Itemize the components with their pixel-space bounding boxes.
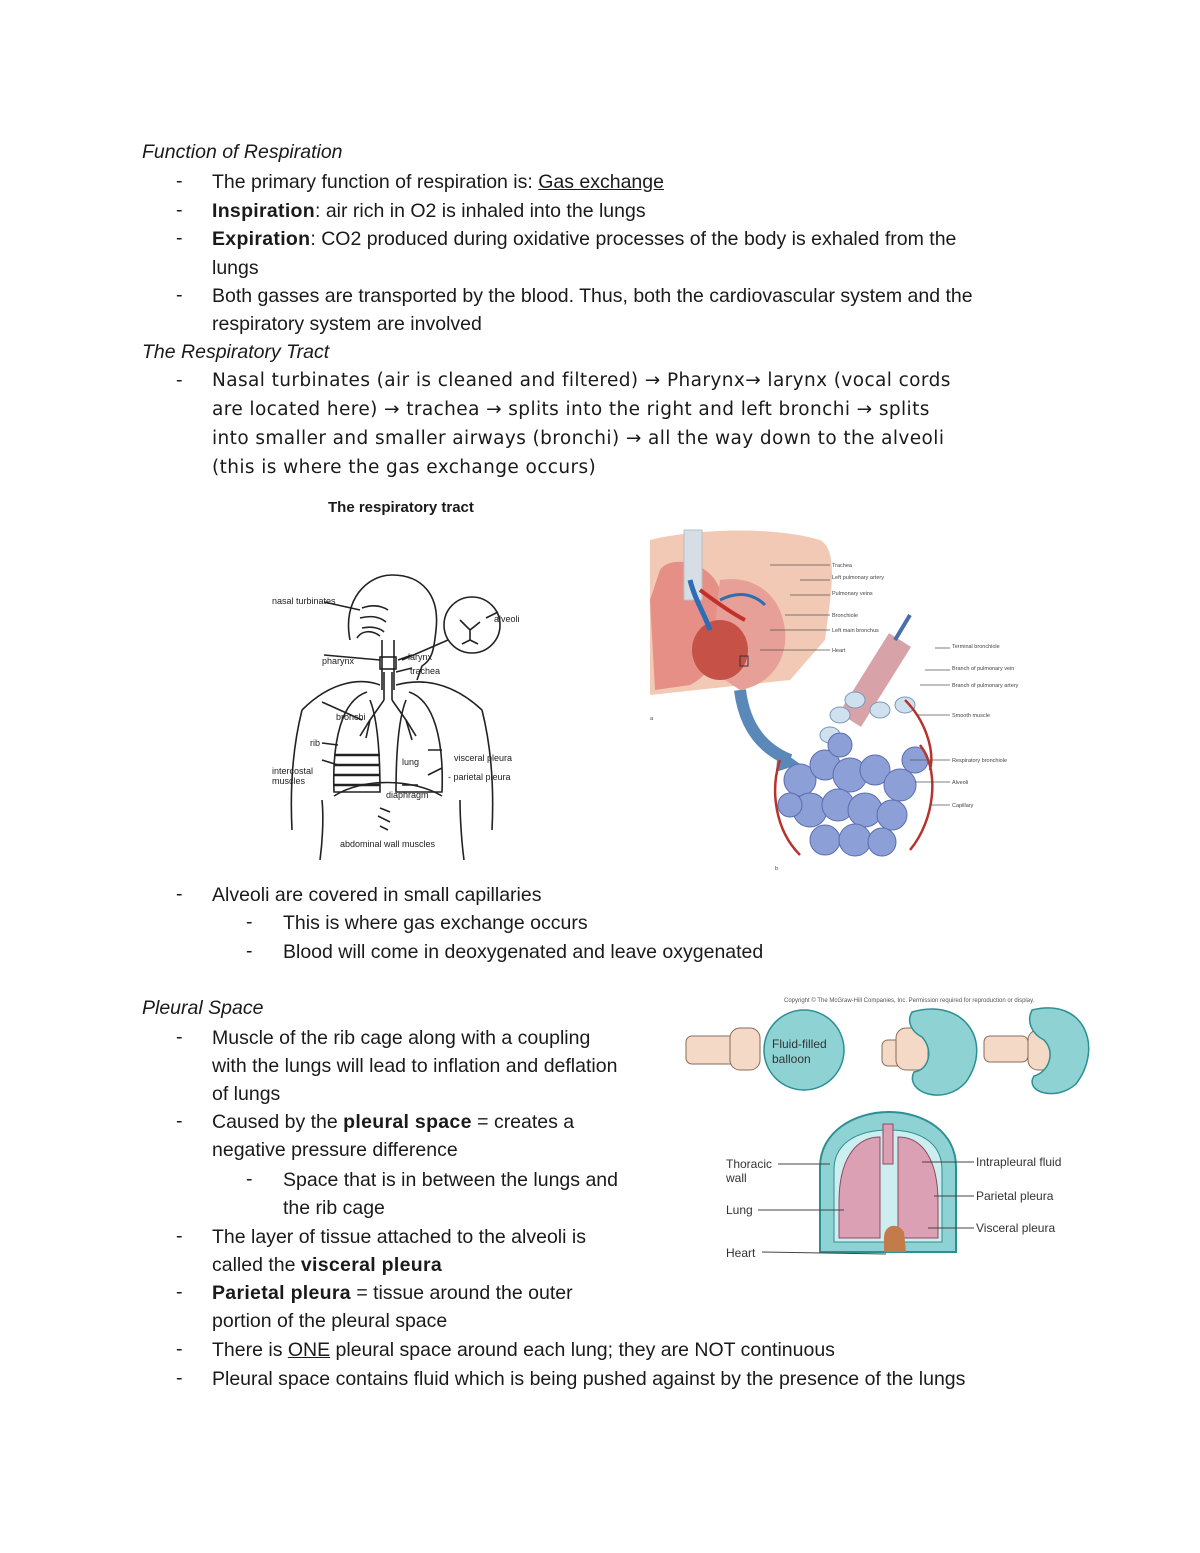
bullet-dash: - (176, 1367, 183, 1389)
label-muscles: muscles (272, 776, 306, 786)
sub-bullet-dash: - (246, 911, 253, 933)
bullet-dash: - (176, 1281, 183, 1303)
label-abdominal-wall: abdominal wall muscles (340, 839, 436, 849)
pleural-bullet-1-l1: Muscle of the rib cage along with a coupling (212, 1027, 591, 1049)
bullet-expiration (212, 225, 956, 253)
pleural-bullet-3-l2 (212, 1251, 442, 1279)
sub-bullet-blood: Blood will come in deoxygenated and leave oxygenated (283, 941, 764, 963)
bullet-dash: - (176, 284, 183, 306)
term-expiration: Expiration (212, 228, 311, 250)
bullet-dash: - (176, 883, 183, 905)
bullet-text: The primary function of respiration is: (212, 171, 539, 193)
label-bronchiole: Bronchiole (832, 613, 858, 619)
label-parietal-pleura: - parietal pleura (448, 772, 511, 782)
label-branch-pulmonary-artery: Branch of pulmonary artery (952, 683, 1019, 689)
label-lung: lung (402, 757, 420, 767)
pleural-bullet-2 (212, 1108, 574, 1136)
panel-label-b: b (775, 866, 779, 872)
label-lung: Lung (726, 1203, 753, 1217)
term-inspiration: Inspiration (212, 200, 315, 222)
label-wall: wall (726, 1171, 747, 1185)
tract-line-1: Nasal turbinates (air is cleaned and filtered) → Pharynx→ larynx (vocal cords (212, 370, 951, 391)
copyright-line: Copyright © The McGraw-Hill Companies, Inc. Permission required for reproduction or display. (784, 998, 1035, 1004)
bullet-dash: - (176, 227, 183, 249)
label-alveoli: alveoli (494, 614, 520, 624)
pleural-bullet-1-l2: with the lungs will lead to inflation and deflation (212, 1055, 618, 1077)
bullet-text: : air rich in O2 is inhaled into the lungs (314, 200, 646, 222)
sub-bullet-gas-exchange: This is where gas exchange occurs (283, 912, 588, 934)
label-smooth-muscle: Smooth muscle (952, 713, 990, 719)
pleural-bullet-5 (212, 1336, 835, 1364)
pleural-bullet-1-l3: of lungs (212, 1083, 281, 1105)
bullet-expiration-cont: lungs (212, 257, 259, 279)
balloon-label-line1: Fluid-filled (772, 1037, 827, 1051)
tract-line-2: are located here) → trachea → splits into the right and left bronchi → splits (212, 399, 930, 420)
term-pleural-space: pleural space (343, 1111, 472, 1133)
bullet-dash: - (176, 1026, 183, 1048)
label-trachea: Trachea (832, 563, 852, 569)
pleural-bullet-4 (212, 1279, 573, 1307)
term-visceral-pleura: visceral pleura (300, 1254, 442, 1276)
gas-exchange-underlined: Gas exchange (538, 171, 664, 193)
label-rib: rib (310, 738, 321, 748)
bullet-dash: - (176, 369, 183, 391)
label-visceral-pleura: Visceral pleura (976, 1221, 1056, 1235)
bullet-transport-l1: Both gasses are transported by the blood. Thus, both the cardiovascular system and the (212, 285, 973, 307)
balloon-label-line2: balloon (772, 1052, 811, 1066)
bullet-primary-function (212, 168, 664, 196)
label-branch-pulmonary-vein: Branch of pulmonary vein (952, 666, 1015, 672)
label-heart: Heart (832, 648, 846, 654)
pleura-balloon-diagram (684, 992, 1094, 1272)
bullet-dash: - (176, 1225, 183, 1247)
label-visceral-pleura: visceral pleura (454, 753, 513, 763)
label-bronchi: bronchi (336, 712, 366, 722)
bullet-transport-l2: respiratory system are involved (212, 313, 482, 335)
label-terminal-bronchiole: Terminal bronchiole (952, 644, 1000, 650)
bullet-text: called the (212, 1254, 301, 1276)
label-pulmonary-veins: Pulmonary veins (832, 591, 873, 597)
section-heading-tract: The Respiratory Tract (142, 341, 330, 363)
pleural-bullet-3-l1: The layer of tissue attached to the alveoli is (212, 1226, 586, 1248)
bullet-text: = creates a (471, 1111, 575, 1133)
pleural-sub-bullet-l1: Space that is in between the lungs and (283, 1169, 618, 1191)
label-pharynx: pharynx (322, 656, 355, 666)
bullet-text: pleural space around each lung; they are NOT continuous (330, 1339, 835, 1361)
emphasis-one: ONE (287, 1339, 331, 1361)
label-respiratory-bronchiole: Respiratory bronchiole (952, 758, 1008, 764)
label-left-main-bronchus: Left main bronchus (832, 628, 879, 634)
label-intercostal: intercostal (272, 766, 314, 776)
pleural-bullet-6: Pleural space contains fluid which is being pushed against by the presence of the lungs (212, 1368, 966, 1390)
label-thoracic: Thoracic (726, 1157, 773, 1171)
bullet-alveoli: Alveoli are covered in small capillaries (212, 884, 542, 906)
label-diaphragm: diaphragm (386, 790, 429, 800)
bullet-inspiration (212, 197, 646, 225)
bullet-text: There is (212, 1339, 288, 1361)
sub-bullet-dash: - (246, 1168, 253, 1190)
bullet-text: = tissue around the outer (350, 1282, 573, 1304)
bullet-text: : CO2 produced during oxidative processes of the body is exhaled from the (310, 228, 957, 250)
pleural-sub-bullet-l2: the rib cage (283, 1197, 385, 1219)
pleural-bullet-2-l2: negative pressure difference (212, 1139, 458, 1161)
label-nasal-turbinates: nasal turbinates (272, 596, 336, 606)
label-intrapleural-fluid: Intrapleural fluid (976, 1155, 1062, 1169)
bullet-text: Caused by the (212, 1111, 344, 1133)
panel-label-a: a (650, 716, 654, 722)
section-heading-pleural: Pleural Space (142, 997, 264, 1019)
bullet-dash: - (176, 199, 183, 221)
figure-title: The respiratory tract (328, 499, 474, 516)
label-trachea: trachea (410, 666, 441, 676)
label-heart: Heart (726, 1246, 756, 1260)
label-parietal-pleura: Parietal pleura (976, 1189, 1054, 1203)
respiratory-tract-line-diagram (262, 560, 552, 860)
tract-line-4: (this is where the gas exchange occurs) (212, 457, 597, 478)
label-left-pulmonary-artery: Left pulmonary artery (832, 575, 884, 581)
pleural-bullet-4-l2: portion of the pleural space (212, 1310, 448, 1332)
tract-line-3: into smaller and smaller airways (bronchi) → all the way down to the alveoli (212, 428, 945, 449)
term-parietal-pleura: Parietal pleura (212, 1282, 351, 1304)
section-heading-function: Function of Respiration (142, 141, 343, 163)
lung-alveoli-illustration (650, 520, 1030, 875)
sub-bullet-dash: - (246, 940, 253, 962)
label-capillary: Capillary (952, 803, 974, 809)
bullet-dash: - (176, 170, 183, 192)
bullet-dash: - (176, 1338, 183, 1360)
label-larynx: larynx (408, 652, 433, 662)
label-alveoli: Alveoli (952, 780, 969, 786)
bullet-dash: - (176, 1110, 183, 1132)
